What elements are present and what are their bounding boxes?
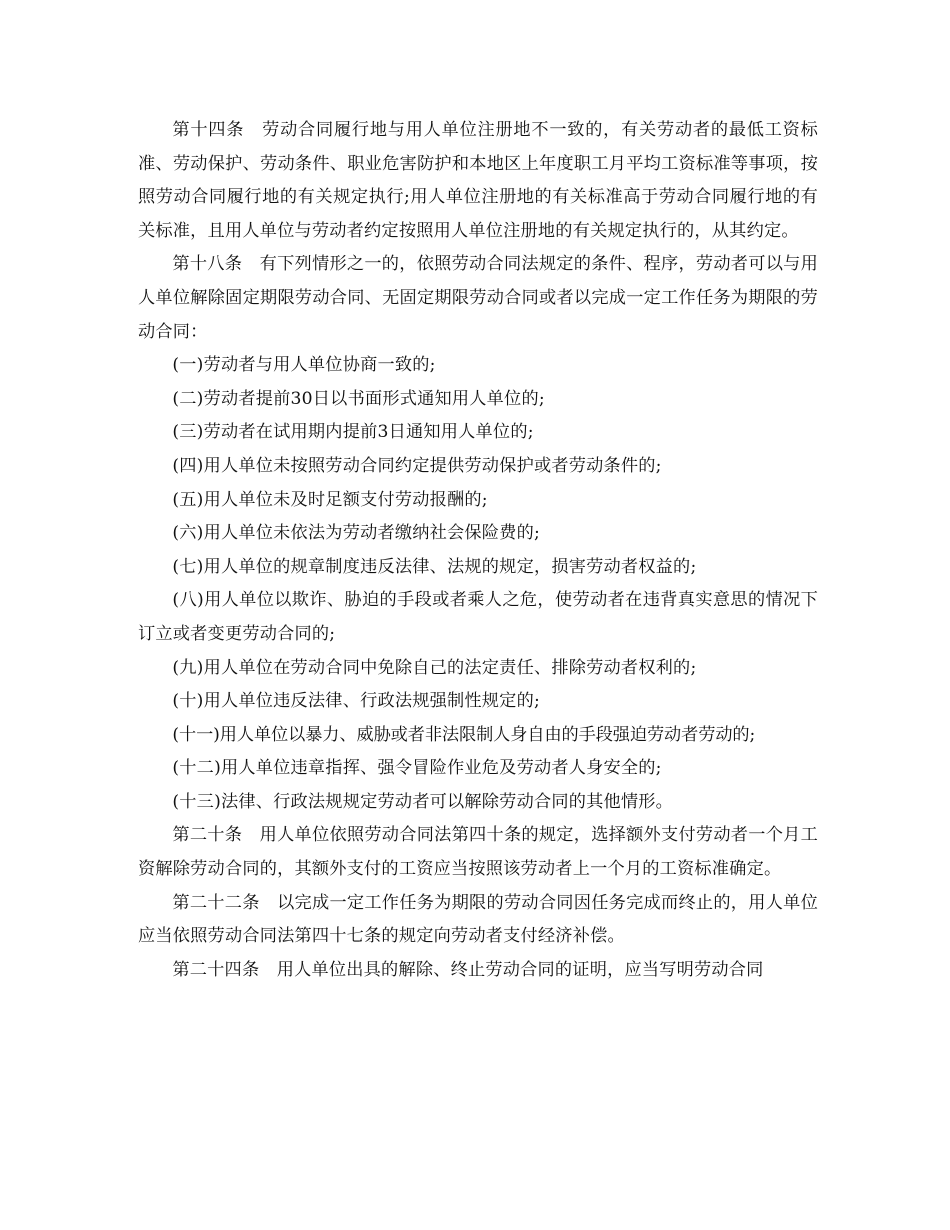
article-18-item-12: (十二)用人单位违章指挥、强令冒险作业危及劳动者人身安全的; [172,758,662,779]
article-18-item-4: (四)用人单位未按照劳动合同约定提供劳动保护或者劳动条件的; [172,455,662,476]
article-18-item-7: (七)用人单位的规章制度违反法律、法规的规定，损害劳动者权益的; [172,556,697,577]
article-20: 第二十条 用人单位依照劳动合同法第四十条的规定，选择额外支付劳动者一个月工资解除劳动合同的，其额外支付的工资应当按照该劳动者上一个月的工资标准确定。 [138,825,818,880]
article-18-item-1: (一)劳动者与用人单位协商一致的; [172,355,436,376]
article-18-item-5: (五)用人单位未及时足额支付劳动报酬的; [172,489,488,510]
article-22: 第二十二条 以完成一定工作任务为期限的劳动合同因任务完成而终止的，用人单位应当依照劳动合同法第四十七条的规定向劳动者支付经济补偿。 [138,892,818,947]
article-18-item-11: (十一)用人单位以暴力、威胁或者非法限制人身自由的手段强迫劳动者劳动的; [172,724,756,745]
article-18-item-10: (十)用人单位违反法律、行政法规强制性规定的; [172,691,540,712]
article-24: 第二十四条 用人单位出具的解除、终止劳动合同的证明，应当写明劳动合同 [172,959,764,980]
article-18-item-2: (二)劳动者提前30日以书面形式通知用人单位的; [172,388,545,409]
article-18-item-13: (十三)法律、行政法规规定劳动者可以解除劳动合同的其他情形。 [172,791,674,812]
document-body [138,114,818,987]
article-18-item-8: (八)用人单位以欺诈、胁迫的手段或者乘人之危，使劳动者在违背真实意思的情况下订立或者变更劳动合同的; [138,590,818,644]
article-18-item-3: (三)劳动者在试用期内提前3日通知用人单位的; [172,422,534,443]
article-18-item-6: (六)用人单位未依法为劳动者缴纳社会保险费的; [172,523,540,544]
article-18-item-9: (九)用人单位在劳动合同中免除自己的法定责任、排除劳动者权利的; [172,657,697,678]
article-14: 第十四条 劳动合同履行地与用人单位注册地不一致的，有关劳动者的最低工资标准、劳动保护、劳动条件、职业危害防护和本地区上年度职工月平均工资标准等事项，按照劳动合同履行地的有关规定执行;用人单位注册地的有关标准高于劳动合同履行地的有关标准，且用人单位与劳动者约定按照用人单位注册地的有关规定执行的，从其约定。 [138,120,818,241]
article-18: 第十八条 有下列情形之一的，依照劳动合同法规定的条件、程序，劳动者可以与用人单位解除固定期限劳动合同、无固定期限劳动合同或者以完成一定工作任务为期限的劳动合同： [138,254,818,342]
